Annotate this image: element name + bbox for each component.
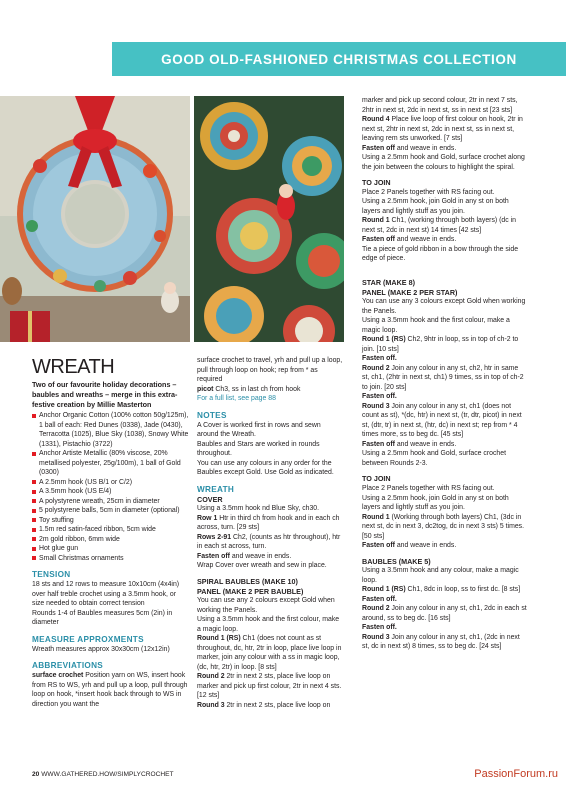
materials-item: A polystyrene wreath, 25cm in diameter — [32, 497, 190, 507]
materials-item: 5 polystyrene balls, 5cm in diameter (optional) — [32, 506, 190, 516]
wreath-photo — [0, 96, 190, 342]
round-text: Ch2, 9htr in loop, ss in top of ch-2 to join. [10 sts] — [362, 336, 519, 353]
fasten-off-instruction — [362, 235, 527, 245]
row-instruction — [197, 533, 343, 552]
row-text: Htr in third ch from hook and in each ch across, turn. [29 sts] — [197, 514, 340, 532]
column-1 — [32, 356, 190, 709]
round-text: (Working through both layers) Ch1, (3dc in next st, dc in next 3, dc2tog, dc in next 3 sts) 5 times. [50 sts] — [362, 513, 525, 540]
fasten-label: Fasten off — [362, 542, 395, 550]
fasten-label: Fasten off — [362, 236, 395, 244]
fasten-label: Fasten off — [197, 552, 230, 560]
round-text: Join any colour in any st, ch2, htr in same st, ch1, (2htr in next st, ch1) 9 times, ss in top of ch-2 to join. [20 sts] — [362, 364, 524, 391]
baubles-text: Using a 3.5mm hook and any colour, make a magic loop. — [362, 567, 519, 584]
round-label: Round 1 — [362, 513, 390, 521]
tension-text-2: Rounds 1-4 of Baubles measures 5cm (2in) in diameter — [32, 609, 173, 627]
cover-heading: COVER — [197, 494, 223, 504]
round-label: Round 1 — [362, 217, 390, 225]
fasten-text: and weave in ends. — [394, 144, 457, 152]
fasten-label: Fasten off — [362, 440, 395, 448]
notes-text: Baubles and Stars are worked in rounds throughout. — [197, 440, 320, 457]
round-instruction — [362, 335, 527, 354]
pattern-intro: Two of our favourite holiday decorations – baubles and wreaths – merge in this extra-festive creation by Millie Masterton — [32, 380, 178, 409]
abbreviation-text: Position yarn on WS, insert hook from RS to WS, yrh and pull up a loop, pull through loop on hook, *insert hook back through to WS in direction you want the — [32, 672, 188, 708]
round-label: Round 2 — [362, 364, 390, 372]
wreath-heading: WREATH — [197, 484, 235, 494]
fasten-off-line: Fasten off. — [362, 595, 397, 603]
gold-text: Using a 2.5mm hook and Gold, surface crochet between Rounds 2-3. — [362, 450, 507, 467]
round-label: Round 2 — [362, 605, 390, 613]
join-heading: TO JOIN — [362, 474, 391, 484]
join-heading: TO JOIN — [362, 178, 391, 187]
abbreviation-continued: surface crochet to travel, yrh and pull up a loop, pull through loop on hook; rep from * as required — [197, 357, 343, 383]
column-2 — [197, 356, 343, 710]
materials-item: Anchor Artiste Metallic (80% viscose, 20% metallised polyester, 25g/100m), 1 ball of Gold (0300) — [32, 449, 190, 478]
round-label: Round 1 (RS) — [197, 635, 241, 643]
fasten-label: Fasten off — [362, 144, 395, 152]
round-continued: marker and pick up second colour, 2tr in next 7 sts, 2htr in next st, 2dc in next st, ss in next st [23 sts] — [362, 97, 518, 114]
fasten-off-line: Fasten off. — [362, 624, 397, 632]
round-instruction — [362, 585, 527, 595]
fasten-off-instruction — [197, 552, 343, 562]
spiral-baubles-heading: SPIRAL BAUBLES (MAKE 10) — [197, 576, 298, 586]
column-3 — [362, 96, 527, 652]
materials-item: A 3.5mm hook (US E/4) — [32, 487, 190, 497]
row-label: Row 1 — [197, 514, 218, 522]
abbreviation-surface-crochet — [32, 671, 190, 709]
notes-text: You can use any colours in any order for the Baubles except Gold. Use Gold as indicated. — [197, 459, 334, 476]
round-label: Round 3 — [362, 402, 390, 410]
round-label: Round 1 (RS) — [362, 586, 406, 594]
abbreviation-term: picot — [197, 385, 214, 393]
materials-item: 2m gold ribbon, 6mm wide — [32, 535, 190, 545]
fasten-text: and weave in ends. — [229, 552, 292, 560]
round-label: Round 1 (RS) — [362, 336, 406, 344]
page-number: 20 — [32, 771, 40, 778]
materials-item: A 2.5mm hook (US B/1 or C/2) — [32, 478, 190, 488]
round-instruction — [362, 633, 527, 652]
wrap-text: Wrap Cover over wreath and sew in place. — [197, 562, 327, 570]
tension-text: 18 sts and 12 rows to measure 10x10cm (4x4in) over half treble crochet using a 3.5mm hook, or size needed to obtain correct tension — [32, 581, 180, 608]
tension-heading: TENSION — [32, 570, 71, 580]
round-text: Ch1 (does not count as st throughout, dc, htr, 2tr in loop, place live loop in marker, join any colour with a ss in magic loop, (dc, htr, 2tr) in loop. [8 sts] — [197, 635, 342, 671]
fasten-text: and weave in ends. — [394, 440, 457, 448]
materials-item: 1.5m red satin-faced ribbon, 5cm wide — [32, 525, 190, 535]
row-label: Rows 2-91 — [197, 533, 232, 541]
panel-text: You can use any 2 colours except Gold when working the Panels. — [197, 597, 335, 614]
abbreviations-heading: ABBREVIATIONS — [32, 661, 104, 671]
fasten-text: and weave in ends. — [394, 542, 457, 550]
round-instruction — [197, 701, 343, 711]
materials-list — [32, 411, 190, 563]
full-list-link[interactable]: For a full list, see page 88 — [197, 395, 276, 402]
star-panel-heading: PANEL (MAKE 2 PER STAR) — [362, 287, 458, 297]
join-text: Using a 2.5mm hook, join Gold in any st on both layers and lightly stuff as you join. — [362, 198, 509, 215]
gold-text: Using a 2.5mm hook and Gold, surface crochet along the join between the colours to highlight the spiral. — [362, 154, 525, 171]
round-instruction — [197, 672, 343, 701]
materials-item: Anchor Organic Cotton (100% cotton 50g/125m), 1 ball of each: Red Dunes (0338), Jade (0430), Terracotta (1025), Blue Sky (1038), Snowy White (1331), Pistachio (3722) — [32, 411, 190, 449]
wreath-illustration — [0, 96, 190, 342]
round-text: 2tr in next 2 sts, place live loop on marker and pick up first colour, 2tr in next 4 sts. [12 sts] — [197, 673, 342, 700]
pattern-title: WREATH — [32, 356, 115, 378]
round-label: Round 3 — [362, 633, 390, 641]
notes-text: A Cover is worked first in rows and sewn around the Wreath. — [197, 421, 321, 438]
panel-heading: PANEL (MAKE 2 PER BAUBLE) — [197, 586, 304, 596]
round-text: Join any colour in any st, ch1 (does not count as st), *(dc, htr) in next st, (tr, dtr, picot) in next st, (dtr, tr) in next st, (htr, dc) in next st; rep from * 4 times more, ss to beg dc. [45 sts] — [362, 402, 522, 439]
materials-item: Toy stuffing — [32, 516, 190, 526]
round-text: 2tr in next 2 sts, place live loop on — [224, 701, 331, 709]
cover-text: Using a 3.5mm hook nd Blue Sky, ch30. — [197, 505, 320, 513]
join-text: Place 2 Panels together with RS facing out. — [362, 485, 495, 493]
round-text: Ch1, (working through both layers) (dc in next st, 2dc in next st) 14 times [42 sts] — [362, 217, 516, 234]
notes-heading: NOTES — [197, 410, 227, 420]
banner-title: GOOD OLD-FASHIONED CHRISTMAS COLLECTION — [161, 51, 517, 67]
star-text: You can use any 3 colours except Gold when working the Panels. — [362, 298, 526, 315]
fasten-off-instruction — [362, 144, 527, 154]
fasten-text: and weave in ends. — [394, 236, 457, 244]
round-label: Round 3 — [197, 701, 225, 709]
round-instruction — [362, 402, 527, 440]
abbreviation-term: surface crochet — [32, 672, 84, 680]
abbreviation-picot — [197, 385, 343, 395]
round-instruction — [362, 364, 527, 393]
abbreviation-text: Ch3, ss in last ch from hook — [213, 385, 301, 393]
round-instruction — [362, 604, 527, 623]
materials-item: Hot glue gun — [32, 544, 190, 554]
measure-heading: MEASURE APPROXMENTS — [32, 634, 144, 644]
round-text: Join any colour in any st, ch1, (2dc in next st, dc in next st) 8 times, ss to beg dc. [24 sts] — [362, 633, 520, 651]
fasten-off-line: Fasten off. — [362, 355, 397, 363]
join-text: Using a 2.5mm hook, join Gold in any st on both layers and lightly stuff as you join. — [362, 494, 509, 512]
row-text: Ch2, (counts as htr throughout), htr in each st across, turn. — [197, 533, 341, 551]
baubles-photo — [194, 96, 344, 342]
measure-text: Wreath measures approx 30x30cm (12x12in) — [32, 645, 170, 653]
baubles-heading: BAUBLES (MAKE 5) — [362, 556, 431, 566]
round-instruction — [362, 513, 527, 542]
row-instruction — [197, 514, 343, 533]
round-instruction — [362, 115, 527, 144]
star-heading: STAR (MAKE 8) — [362, 277, 415, 287]
round-label: Round 2 — [197, 673, 225, 681]
baubles-illustration — [194, 96, 344, 342]
round-text: Join any colour in any st, ch1, 2dc in each st around, ss to beg dc. [16 sts] — [362, 605, 527, 622]
panel-text: Using a 3.5mm hook and the first colour, make a magic loop. — [197, 616, 340, 633]
join-text: Place 2 Panels together with RS facing out. — [362, 188, 495, 196]
fasten-off-line: Fasten off. — [362, 393, 397, 401]
materials-item: Small Christmas ornaments — [32, 554, 190, 564]
round-label: Round 4 — [362, 116, 390, 123]
round-text: Place live loop of first colour on hook, 2tr in next st, 2htr in next st, 2dc in next st, ss in next st, leaving rem sts unworked. [7 sts] — [362, 116, 523, 142]
footer-site: WWW.GATHERED.HOW/SIMPLYCROCHET — [41, 771, 174, 778]
watermark: PassionForum.ru — [474, 768, 558, 780]
fasten-off-instruction — [362, 541, 527, 551]
fasten-off-instruction — [362, 440, 527, 450]
section-banner — [112, 42, 566, 76]
page-footer — [32, 771, 174, 778]
star-text: Using a 3.5mm hook and the first colour, make a magic loop. — [362, 317, 510, 334]
round-instruction — [197, 634, 343, 672]
round-instruction — [362, 216, 527, 235]
tie-text: Tie a piece of gold ribbon in a bow through the side edge of piece. — [362, 245, 519, 263]
round-text: Ch1, 8dc in loop, ss to first dc. [8 sts] — [405, 586, 521, 594]
